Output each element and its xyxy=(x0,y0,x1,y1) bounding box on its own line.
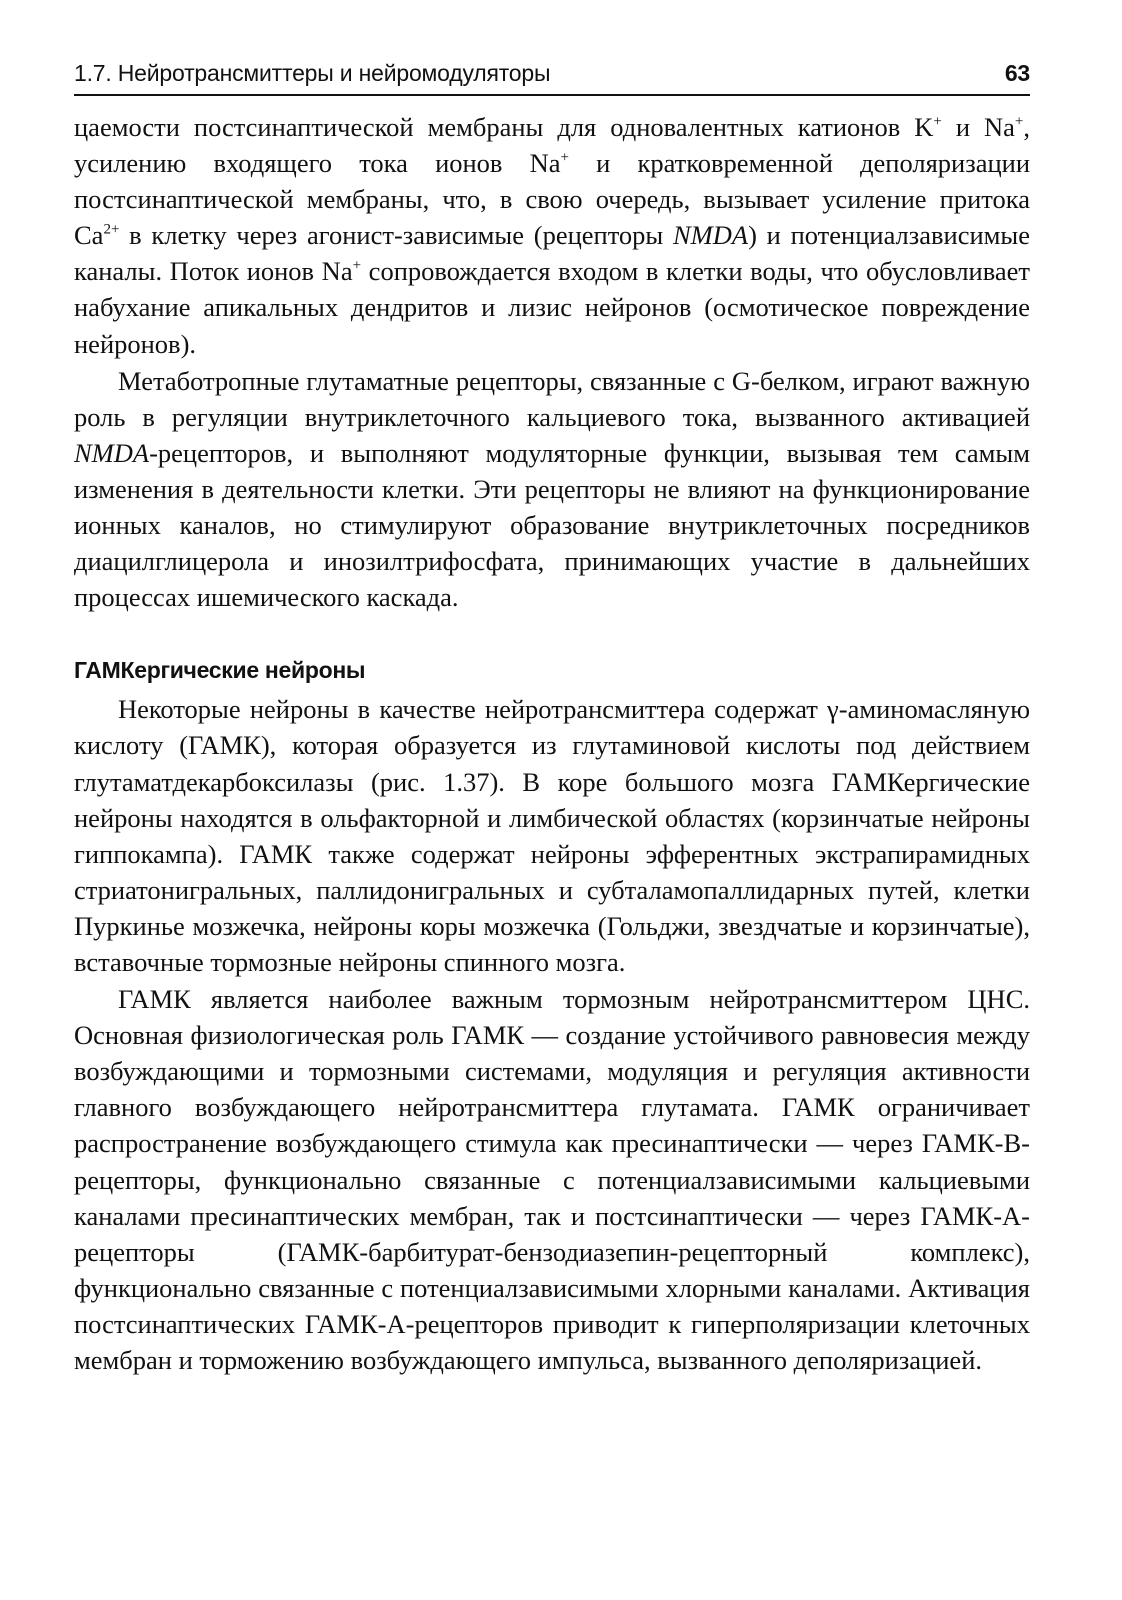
text-run: ) и потенциалзависимые каналы. Поток ионов Na xyxy=(74,220,1030,287)
text-run: и кратковременной деполяризации постсинаптической мембраны, что, в свою очередь, вызывает усиление притока Ca xyxy=(74,148,1030,251)
italic-term: NMDA xyxy=(74,437,150,468)
paragraph-ion-permeability xyxy=(74,109,1030,362)
italic-term: NMDA xyxy=(673,220,749,251)
superscript: + xyxy=(352,257,362,274)
text-run: , усилению входящего тока ионов Na xyxy=(74,112,1030,179)
text-run: -рецепторов, и выполняют модуляторные функции, вызывая тем самым изменения в деятельности клетки. Эти рецепторы не влияют на функционирование ионных каналов, но стимулируют образование внутриклеточных посредников диацилглицерола и инозилтрифосфата, принимающих участие в дальнейших процессах ишемического каскада. xyxy=(74,437,1030,613)
text-run: Метаботропные глутаматные рецепторы, связанные с G-белком, играют важную роль в регуляции внутриклеточного кальциевого тока, вызванного активацией xyxy=(74,365,1030,432)
text-run: сопровождается входом в клетки воды, что обусловливает набухание апикальных дендритов и лизис нейронов (осмотическое повреждение нейронов). xyxy=(74,256,1030,359)
running-head-title: 1.7. Нейротрансмиттеры и нейромодуляторы xyxy=(74,60,551,86)
section-heading: ГАМКергические нейроны xyxy=(74,657,366,684)
page-number: 63 xyxy=(1004,60,1030,86)
superscript: + xyxy=(1014,113,1024,130)
paragraph-gaba-role: ГАМК является наиболее важным тормозным нейротрансмиттером ЦНС. Основная физиологическая роль ГАМК — создание устойчивого равновесия между возбуждающими и тормозными системами, модуляция и регуляция активности главного возбуждающего нейротрансмиттера глутамата. ГАМК ограничивает распространение возбуждающего стимула как пресинаптически — через ГАМК-B-рецепторы, функционально связанные с потенциалзависимыми кальциевыми каналами пресинаптических мембран, так и постсинаптически — через ГАМК-A-рецепторы (ГАМК-барбитурат-бензодиазепин-рецепторный комплекс), функционально связанные с потенциалзависимыми хлорными каналами. Активация постсинаптических ГАМК-A-рецепторов приводит к гиперполяризации клеточных мембран и торможению возбуждающего импульса, вызванного деполяризацией. xyxy=(74,984,1030,1375)
paragraph-metabotropic-receptors xyxy=(74,363,1030,616)
superscript: + xyxy=(933,113,942,130)
paragraph-gaba-neurons: Некоторые нейроны в качестве нейротрансмиттера содержат γ-аминомасляную кислоту (ГАМК), которая образуется из глутаминовой кислоты под действием глутаматдекарбоксилазы (рис. 1.37). В коре большого мозга ГАМКергические нейроны находятся в ольфакторной и лимбической областях (корзинчатые нейроны гиппокампа). ГАМК также содержат нейроны эфферентных экстрапирамидных стриатонигральных, паллидонигральных и субталамопаллидарных путей, клетки Пуркинье мозжечка, нейроны коры мозжечка (Гольджи, звездчатые и корзинчатые), вставочные тормозные нейроны спинного мозга. xyxy=(74,694,1030,977)
text-run: в клетку через агонист-зависимые (рецепторы xyxy=(119,220,673,251)
running-head xyxy=(74,58,1030,96)
text-run: и Na xyxy=(941,112,1015,142)
superscript: 2+ xyxy=(103,221,120,238)
superscript: + xyxy=(560,149,569,166)
text-run: цаемости постсинаптической мембраны для одновалентных катионов K xyxy=(74,112,934,142)
book-page xyxy=(74,58,1030,1378)
